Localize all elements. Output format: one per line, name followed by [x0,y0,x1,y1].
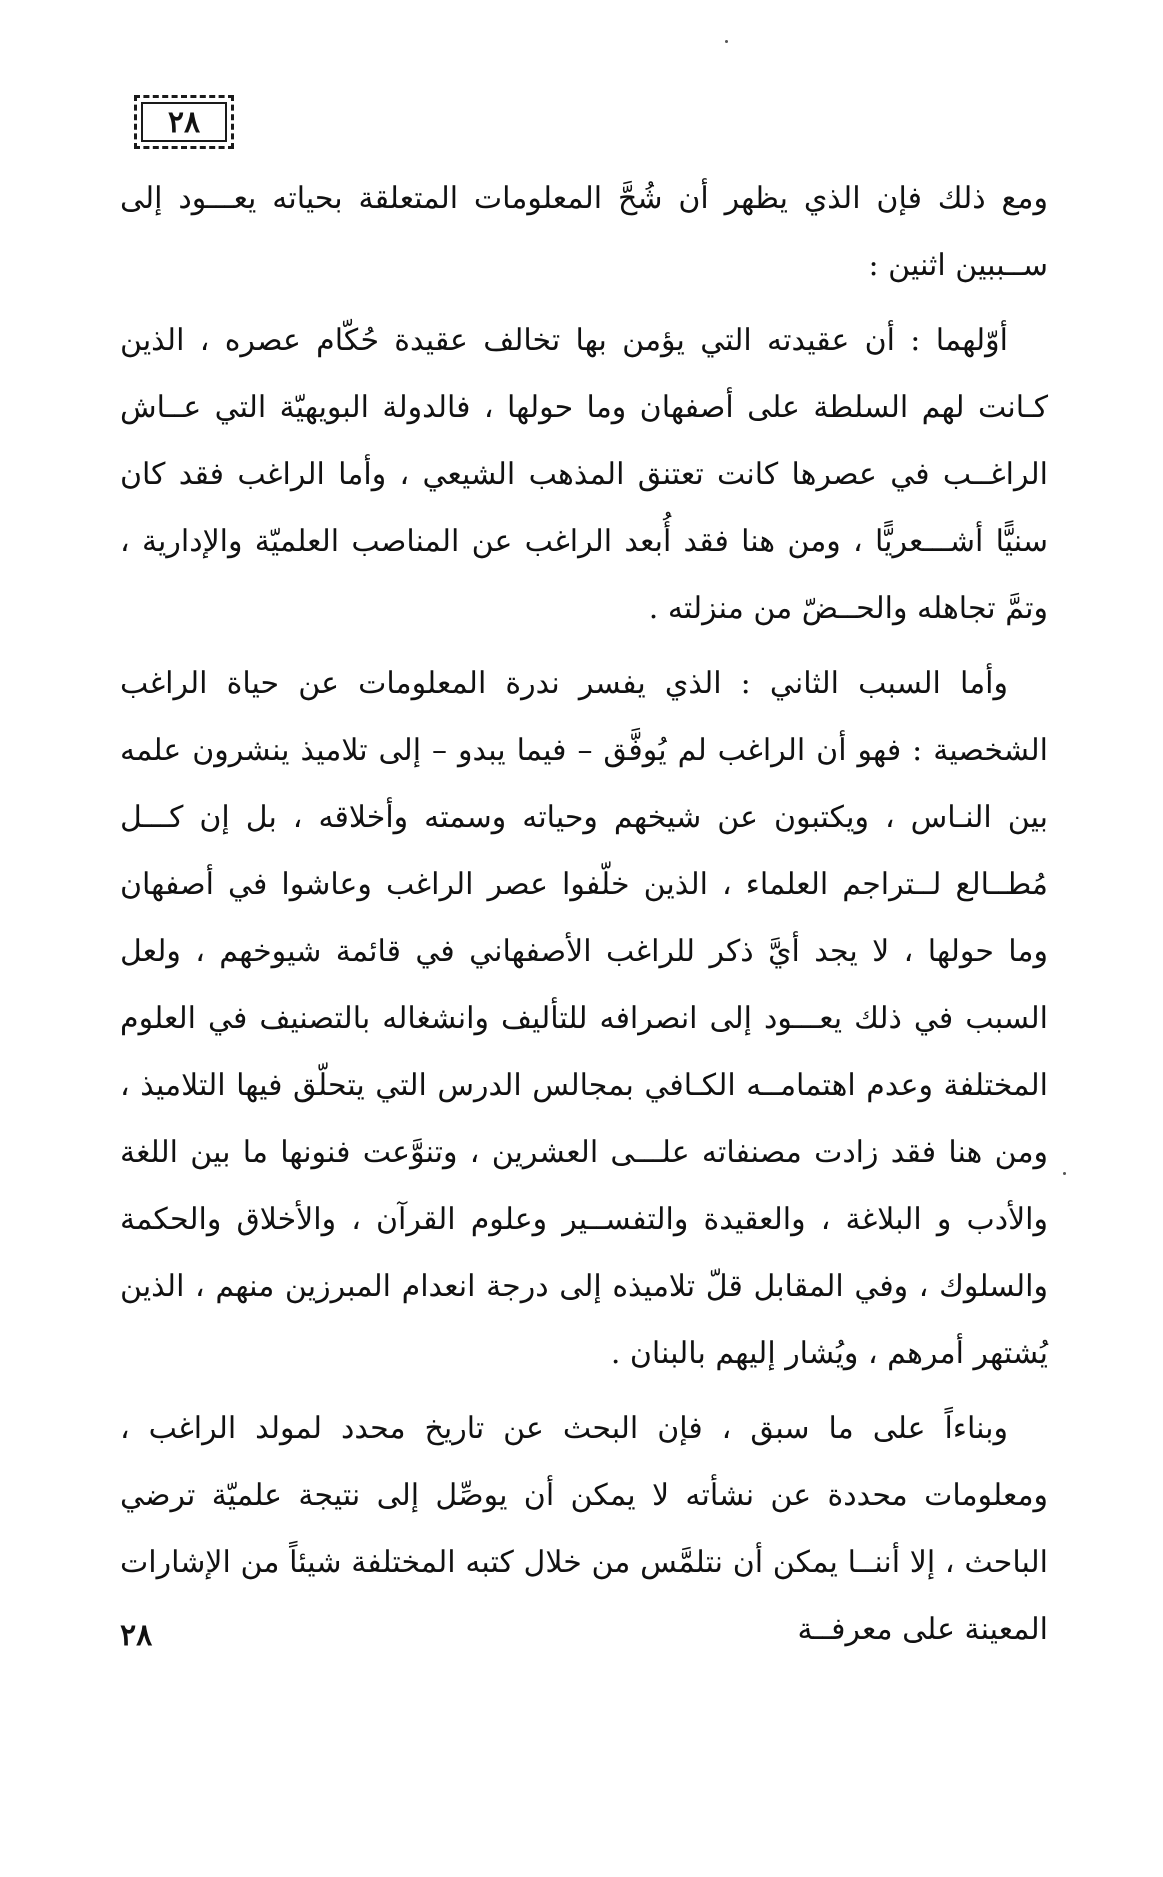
scan-speck [1063,1172,1066,1175]
paragraph-3: وأما السبب الثاني : الذي يفسر ندرة المعلومات عن حياة الراغب الشخصية : فهو أن الراغب لم يُوفَّق – فيما يبدو – إلى تلاميذ ينشرون علمه بين النـاس ، ويكتبون عن شيخهم وحياته وسمته وأخلاقه ، بل إن كـــل مُطــالع لــتراجم العلماء ، الذين خلّفوا عصر الراغب وعاشوا في أصفهان وما حولها ، لا يجد أيَّ ذكر للراغب الأصفهاني في قائمة شيوخهم ، ولعل السبب في ذلك يعـــود إلى انصرافه للتأليف وانشغاله بالتصنيف في العلوم المختلفة وعدم اهتمامــه الكـافي بمجالس الدرس التي يتحلّق فيها التلاميذ ، ومن هنا فقد زادت مصنفاته علـــى العشرين ، وتنوَّعت فنونها ما بين اللغة والأدب و البلاغة ، والعقيدة والتفســير وعلوم القرآن ، والأخلاق والحكمة والسلوك ، وفي المقابل قلّ تلاميذه إلى درجة انعدام المبرزين منهم ، الذين يُشتهر أمرهم ، ويُشار إليهم بالبنان . [120,666,1048,1371]
body-text [120,165,1048,1671]
page-number-box [134,95,234,149]
page-number-header: ٢٨ [167,104,201,140]
page-number-footer: ٢٨ [120,1618,153,1653]
paragraph-4: وبناءاً على ما سبق ، فإن البحث عن تاريخ محدد لمولد الراغب ، ومعلومات محددة عن نشأته لا يمكن أن يوصِّل إلى نتيجة علميّة ترضي الباحث ، إلا أننــا يمكن أن نتلمَّس من خلال كتبه المختلفة شيئاً من الإشارات المعينة على معرفــة [120,1411,1048,1647]
paragraph-2: أوّلهما : أن عقيدته التي يؤمن بها تخالف عقيدة حُكّام عصره ، الذين كـانت لهم السلطة على أصفهان وما حولها ، فالدولة البويهيّة التي عــاش الراغــب في عصرها كانت تعتنق المذهب الشيعي ، وأما الراغب فقد كان سنيًّا أشـــعريًّا ، ومن هنا فقد أُبعد الراغب عن المناصب العلميّة والإدارية ، وتمَّ تجاهله والحــضّ من منزلته . [120,323,1048,626]
paragraph-1: ومع ذلك فإن الذي يظهر أن شُحَّ المعلومات المتعلقة بحياته يعـــود إلى ســببين اثنين : [120,181,1048,283]
scan-speck [725,40,728,43]
